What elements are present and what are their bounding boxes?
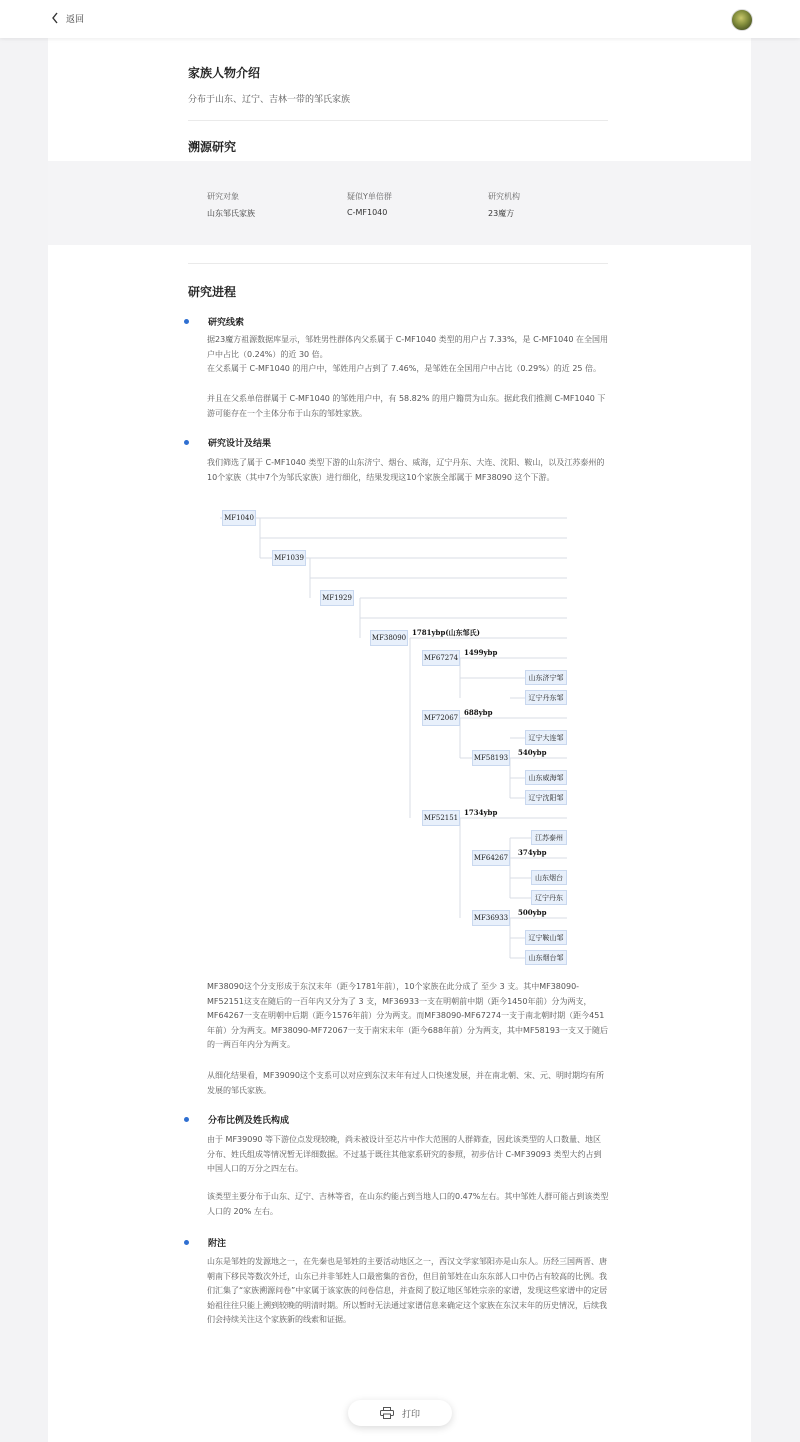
paragraph: 该类型主要分布于山东、辽宁、吉林等省，在山东约能占到当地人口的0.47%左右。其中邹姓人群可能占到该类型人口的 20% 左右。: [207, 1192, 609, 1216]
progress-title: 研究进程: [188, 285, 237, 299]
info-research-subject: [207, 191, 255, 219]
ybp-label: 1499ybp: [464, 648, 498, 657]
info-value: 山东邹氏家族: [207, 209, 255, 218]
paragraph: 山东是邹姓的发源地之一，在先秦也是邹姓的主要活动地区之一，西汉文学家邹阳亦是山东人。历经三国两晋、唐朝南下移民等数次外迁，山东已并非邹姓人口最密集的省份，但目前邹姓在山东东部人口中仍占有较高的比例。我们汇集了“家族溯源问卷”中家属于该家族的问卷信息，并查阅了胶辽地区邹姓宗亲的家谱，发现这些家谱中的定居始祖往往只能上溯到较晚的明清时期。所以暂时无法通过家谱信息来确定这个家族在东汉末年的历史情况，后续我们会持续关注这个家族新的线索和证据。: [207, 1257, 608, 1324]
page-title: 家族人物介绍: [188, 66, 261, 80]
tree-node: MF38090: [370, 630, 408, 646]
tree-leaf: 山东济宁邹: [525, 670, 567, 685]
ybp-label: 540ybp: [518, 748, 547, 757]
bullet-dot: [184, 440, 189, 445]
tree-node: MF1039: [272, 550, 306, 566]
info-label: 研究机构: [488, 192, 520, 201]
tree-node: MF52151: [422, 810, 460, 826]
tree-node: MF64267: [472, 850, 510, 866]
tree-node: MF72067: [422, 710, 460, 726]
tree-leaf: 辽宁大连邹: [525, 730, 567, 745]
ybp-label: 374ybp: [518, 848, 547, 857]
paragraph: 据23魔方祖源数据库显示，邹姓男性群体内父系属于 C-MF1040 类型的用户占 7.33%，是 C-MF1040 在全国用户中占比（0.24%）的近 30 倍。: [207, 335, 608, 359]
tree-leaf: 江苏泰州: [531, 830, 567, 845]
info-haplogroup: [347, 191, 392, 217]
paragraph: 并且在父系单倍群属于 C-MF1040 的邹姓用户中，有 58.82% 的用户籍贯为山东。据此我们推测 C-MF1040 下游可能存在一个主体分布于山东的邹姓家族。: [207, 394, 606, 418]
tree-leaf: 辽宁沈阳邹: [525, 790, 567, 805]
ybp-label: 1781ybp(山东邹氏): [412, 628, 480, 637]
bullet-dot: [184, 319, 189, 324]
tree-leaf: 山东烟台: [531, 870, 567, 885]
info-label: 疑似Y单倍群: [347, 192, 392, 201]
back-label: 返回: [66, 14, 85, 25]
printer-icon: [380, 1407, 394, 1419]
info-value: C-MF1040: [347, 208, 388, 217]
tree-leaf: 山东烟台邹: [525, 950, 567, 965]
divider: [188, 120, 608, 121]
tree-leaf: 辽宁鞍山邹: [525, 930, 567, 945]
tree-node: MF1040: [222, 510, 256, 526]
info-label: 研究对象: [207, 192, 239, 201]
paragraph: 从细化结果看，MF39090这个支系可以对应到东汉末年有过人口快速发展，并在南北朝、宋、元、明时期均有所发展的邹氏家族。: [207, 1071, 604, 1095]
page-subtitle: 分布于山东、辽宁、吉林一带的邹氏家族: [188, 95, 351, 105]
section-title: 附注: [208, 1239, 227, 1249]
paragraph: 在父系属于 C-MF1040 的用户中，邹姓用户占到了 7.46%，是邹姓在全国用户中占比（0.29%）的近 25 倍。: [207, 364, 602, 373]
paragraph: 我们筛选了属于 C-MF1040 类型下游的山东济宁、烟台、威海，辽宁丹东、大连、沈阳、鞍山，以及江苏泰州的10个家族（其中7个为邹氏家族）进行细化，结果发现这10个家族全部属于 MF38090 这个下游。: [207, 458, 605, 482]
info-value: 23魔方: [488, 209, 515, 218]
tree-leaf: 辽宁丹东: [531, 890, 567, 905]
section-title: 研究线索: [208, 318, 245, 328]
paragraph: 由于 MF39090 等下游位点发现较晚，尚未被设计至芯片中作大范围的人群筛查，因此该类型的人口数量、地区分布、姓氏组成等情况暂无详细数据。不过基于既往其他家系研究的参照，初步估计 C-MF39093 类型大约占到中国人口的万分之四左右。: [207, 1135, 602, 1173]
progress-title-wrap: [188, 283, 608, 300]
section-title: 分布比例及姓氏构成: [208, 1116, 290, 1126]
info-institution: [488, 191, 520, 219]
print-label: 打印: [401, 1409, 420, 1420]
print-button[interactable]: [348, 1400, 452, 1426]
divider: [188, 263, 608, 264]
paragraph: MF38090这个分支形成于东汉末年（距今1781年前），10个家族在此分成了 至少 3 支。其中MF38090-MF52151这支在随后的一百年内又分为了 3 支，MF36933一支在明朝前中期（距今1450年前）分为两支，MF64267一支在明朝中后期（距今1576年前）分为两支。而MF38090-MF67274一支于南北朝时期（距今451年前）分为两支。MF38090-MF72067一支于南宋末年（距今688年前）分为两支，其中MF58193一支又于随后的一两百年内分为两支。: [207, 982, 609, 1049]
origin-info-box: [48, 161, 751, 245]
content-card: [48, 38, 751, 1442]
ybp-label: 1734ybp: [464, 808, 498, 817]
tree-node: MF67274: [422, 650, 460, 666]
ybp-label: 500ybp: [518, 908, 547, 917]
intro-section: [188, 64, 608, 105]
tree-node: MF36933: [472, 910, 510, 926]
origin-title-wrap: [188, 138, 608, 155]
back-button[interactable]: [50, 11, 84, 25]
section-title: 研究设计及结果: [208, 439, 272, 449]
tree-leaf: 辽宁丹东邹: [525, 690, 567, 705]
bullet-dot: [184, 1117, 189, 1122]
chevron-left-icon: [50, 11, 60, 25]
tree-leaf: 山东威海邹: [525, 770, 567, 785]
ybp-label: 688ybp: [464, 708, 493, 717]
origin-title: 溯源研究: [188, 140, 237, 154]
avatar[interactable]: [731, 9, 753, 31]
bullet-dot: [184, 1240, 189, 1245]
top-bar: [0, 0, 800, 38]
tree-node: MF1929: [320, 590, 354, 606]
tree-node: MF58193: [472, 750, 510, 766]
